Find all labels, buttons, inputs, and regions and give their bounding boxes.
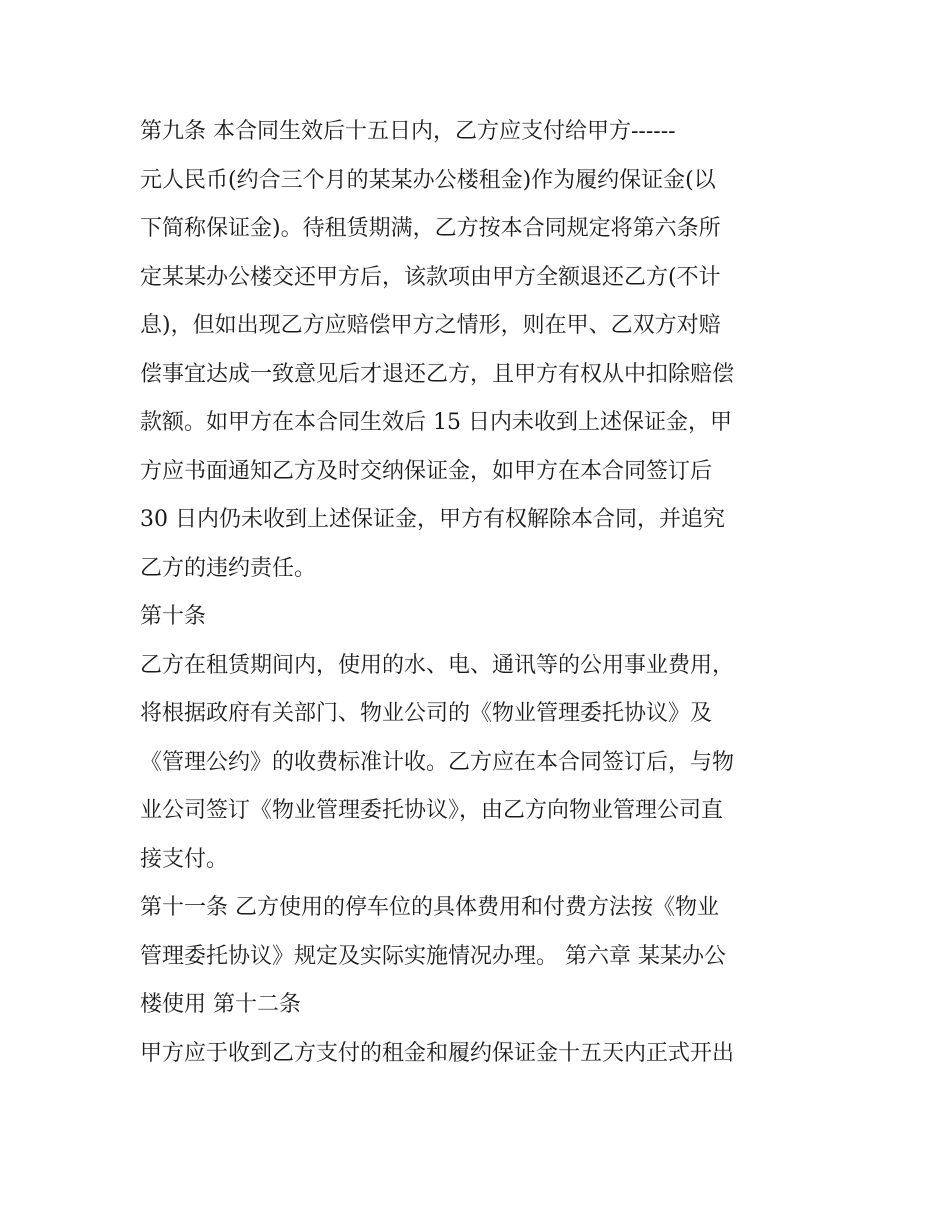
text-line: 业公司签订《物业管理委托协议》，由乙方向物业管理公司直 [140, 798, 724, 823]
text-line: 乙方在租赁期间内，使用的水、电、通讯等的公用事业费用， [140, 652, 735, 678]
text-line: 管理委托协议》规定及实际实施情况办理。 第六章 某某办公 [140, 943, 726, 969]
text-line: 甲方应于收到乙方支付的租金和履约保证金十五天内正式开出 [140, 1040, 735, 1066]
text-line: 楼使用 第十二条 [140, 992, 301, 1017]
document-body [140, 108, 820, 1078]
text-line: 款额。如甲方在本合同生效后 15 日内未收到上述保证金，甲 [140, 410, 732, 435]
text-line: 接支付。 [140, 846, 229, 872]
section-heading: 第十条 [140, 604, 207, 629]
text-line: 第十一条 乙方使用的停车位的具体费用和付费方法按《物业 [140, 895, 719, 920]
text-line: 下简称保证金)。待租赁期满，乙方按本合同规定将第六条所 [140, 216, 721, 241]
text-line: 方应书面通知乙方及时交纳保证金，如甲方在本合同签订后 [140, 458, 713, 484]
text-line: 第九条 本合同生效后十五日内，乙方应支付给甲方------ [140, 119, 676, 144]
text-line: 乙方的违约责任。 [140, 555, 317, 581]
text-line: 偿事宜达成一致意见后才退还乙方，且甲方有权从中扣除赔偿 [140, 361, 735, 387]
text-line: 30 日内仍未收到上述保证金，甲方有权解除本合同，并追究 [140, 507, 725, 532]
text-line: 《管理公约》的收费标准计收。乙方应在本合同签订后，与物 [140, 749, 735, 775]
text-line: 元人民币(约合三个月的某某办公楼租金)作为履约保证金(以 [140, 167, 716, 193]
text-line: 息)，但如出现乙方应赔偿甲方之情形，则在甲、乙双方对赔 [140, 313, 721, 338]
text-line: 定某某办公楼交还甲方后，该款项由甲方全额退还乙方(不计 [140, 264, 721, 290]
text-line: 将根据政府有关部门、物业公司的《物业管理委托协议》及 [140, 701, 713, 726]
